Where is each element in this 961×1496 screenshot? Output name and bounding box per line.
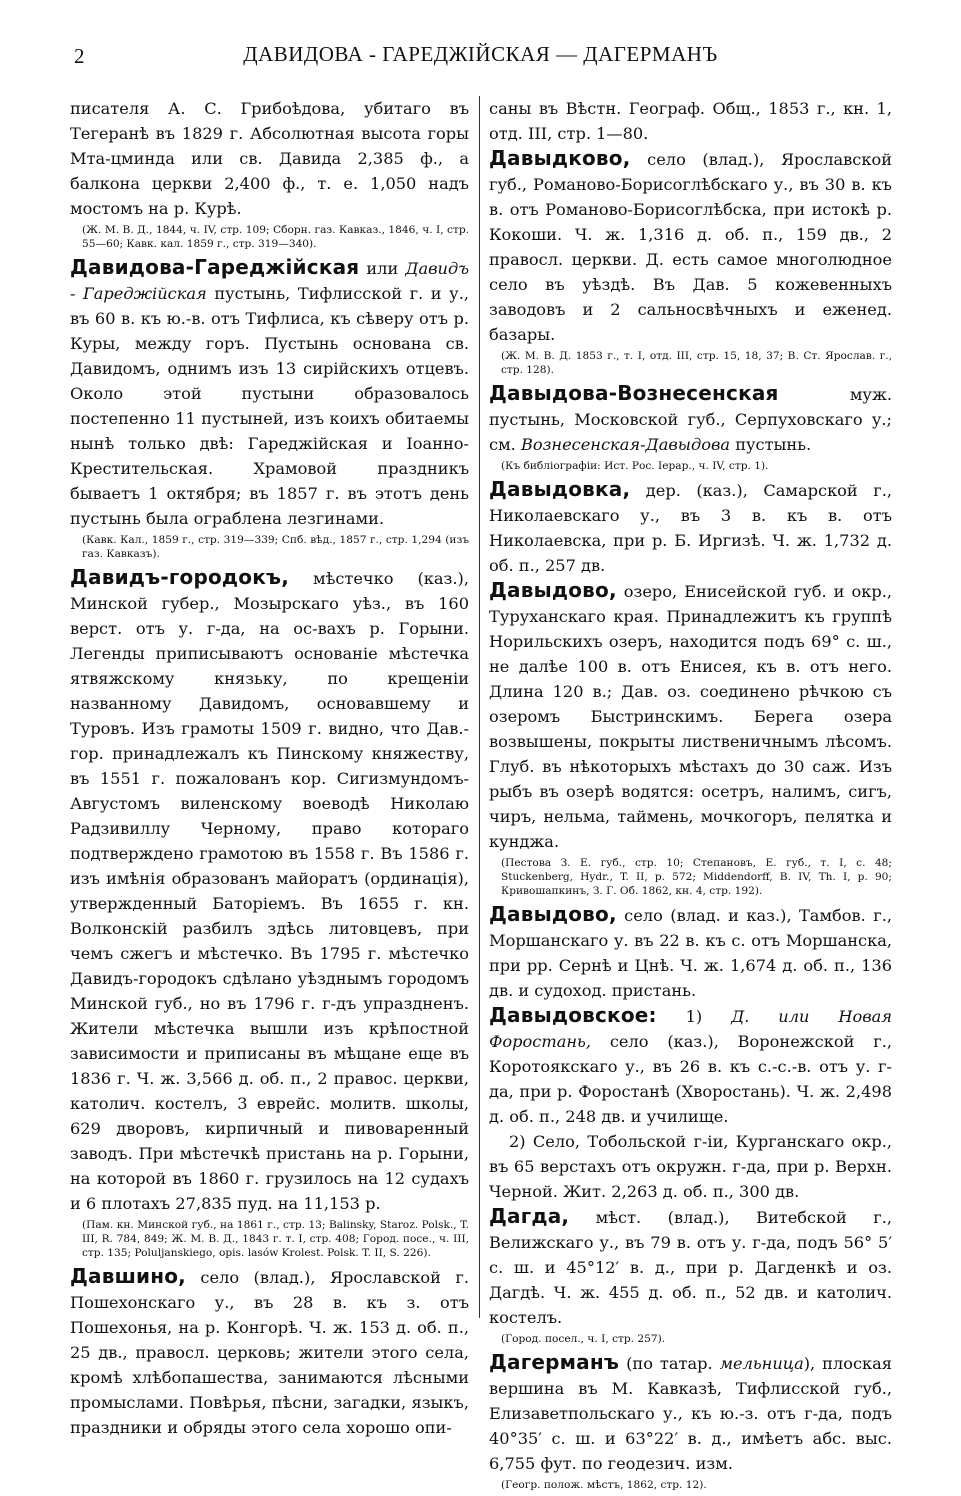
headword: Давыдова-Вознесенская <box>489 381 779 405</box>
entry-text: мѣст. (влад.), Витебской г., Велижскаго у., въ 79 в. отъ у. г-да, подъ 56° 5′ с. ш. и 45°12′ в. д., при р. Дагденкѣ и оз. Дагдѣ. Ч. ж. 455 д. об. п., 52 дв. и католич. костелъ. <box>489 1208 892 1327</box>
source-note: (Геогр. полож. мѣстъ, 1862, стр. 12). <box>501 1479 707 1491</box>
entry-text: село (влад.), Ярославской г. Пошехонскаго у., въ 28 в. къ з. отъ Пошехонья, на р. Конгорѣ. Ч. ж. 153 д. об. п., 25 дв., правосл. церковь; жители этого села, кромѣ хлѣбопашества, занимаются лѣсными промыслами. Повѣрья, пѣсни, загадки, языкъ, праздники и обряды этого села хорошо опи- <box>70 1268 469 1437</box>
headword: Давыдовское: <box>489 1003 657 1027</box>
headword: Давшино, <box>70 1264 186 1288</box>
italic-term: мельница <box>719 1354 804 1373</box>
italic-term: Вознесенская-Давыдова <box>520 435 731 454</box>
entry-davydovka <box>489 477 892 578</box>
page-number: 2 <box>74 44 85 68</box>
entry-dagda <box>489 1204 892 1346</box>
entry-text: или <box>359 259 406 278</box>
right-column <box>489 96 892 1496</box>
continuation-text: писателя А. С. Грибоѣдова, убитаго въ Тегеранѣ въ 1829 г. Абсолютная высота горы Мта-цминда или св. Давида 2,385 ф., а балкона церкви 2,400 ф., т. е. 1,050 надъ мостомъ на р. Курѣ. <box>70 99 469 218</box>
headword: Давидова-Гареджійская <box>70 255 360 279</box>
column-divider <box>479 96 480 1318</box>
sub-entry: 2) Село, Тобольской г-іи, Курганскаго окр., въ 65 верстахъ отъ окружн. г-да, при р. Верхн. Черной. Жит. 2,263 д. об. п., 300 дв. <box>489 1132 892 1201</box>
page-header <box>0 40 961 80</box>
entry-text: муж. пустынь, Московской губ., Серпуховскаго у.; см. <box>489 385 892 454</box>
headword: Давидъ-городокъ, <box>70 565 290 589</box>
entry-davidgorodok <box>70 565 469 1260</box>
continuation-text: саны въ Вѣстн. Географ. Общ., 1853 г., кн. 1, отд. III, стр. 1—80. <box>489 99 892 143</box>
source-note: (Пестова З. Е. губ., стр. 10; Степановъ, Е. губ., т. I, с. 48; Stuckenberg, Hydr., T. II, p. 572; Middendorff, B. IV, Th. I, p. 90; Кривошапкинъ, З. Г. Об. 1862, кн. 4, стр. 192). <box>501 857 892 897</box>
left-column <box>70 96 469 1440</box>
entry-davydkovo <box>489 146 892 377</box>
headword: Давыдовка, <box>489 477 631 501</box>
entry-davydovo-lake <box>489 578 892 898</box>
entry-davydovo-village <box>489 902 892 1003</box>
italic-term: Д. или Новая Форостань, <box>489 1007 892 1051</box>
source-note: (Пам. кн. Минской губ., на 1861 г., стр. 13; Balinsky, Staroz. Polsk., T. III, R. 784, 849; Ж. М. В. Д., 1843 г. т. I, стр. 408; Город. посе., ч. III, стр. 135; Poluljanskiego, opis. lasów Krolest. Polsk. T. II, S. 226). <box>82 1219 469 1259</box>
entry-davidova-garedzhiyskaya <box>70 255 469 561</box>
entry-text: пустынь. <box>730 435 812 454</box>
italic-term: Давидъ - Гареджійская <box>70 259 469 303</box>
headword: Давыдово, <box>489 578 617 602</box>
entry-text: (по татар. <box>619 1354 720 1373</box>
headword: Давыдково, <box>489 146 631 170</box>
entry-dagerman <box>489 1350 892 1492</box>
source-note: (Город. посел., ч. I, стр. 257). <box>501 1333 666 1345</box>
source-note: (Кавк. Кал., 1859 г., стр. 319—339; Спб. вѣд., 1857 г., стр. 1,294 (изъ газ. Кавказъ). <box>82 534 469 560</box>
entry-davshino <box>70 1264 469 1440</box>
source-note: (Ж. М. В. Д., 1844, ч. IV, стр. 109; Сборн. газ. Кавказ., 1846, ч. I, стр. 55—60; Кавк. кал. 1859 г., стр. 319—340). <box>82 224 469 250</box>
entry-text: село (влад. и каз.), Тамбов. г., Моршанскаго у. въ 22 в. къ с. отъ Моршанска, при рр. Сернѣ и Цнѣ. Ч. ж. 1,674 д. об. п., 136 дв. и судоход. пристань. <box>489 906 892 1000</box>
entry-text: село (каз.), Воронежской г., Коротоякскаго у., въ 26 в. къ с.-с.-в. отъ у. г-да, при р. Форостанѣ (Хворостань). Ч. ж. 2,498 д. об. п., 248 дв. и училище. <box>489 1032 892 1126</box>
source-note: (Къ библіографіи: Ист. Рос. Іерар., ч. IV, стр. 1). <box>501 460 769 472</box>
running-title: ДАВИДОВА - ГАРЕДЖІЙСКАЯ — ДАГЕРМАНЪ <box>243 42 718 66</box>
entry-text: мѣстечко (каз.), Минской губер., Мозырскаго уѣз., въ 160 верст. отъ у. г-да, на ос-вахъ р. Горыни. Легенды приписываютъ основаніе мѣстечка ятвяжскому князьку, по крещеніи названному Давидомъ, основавшему и Туровъ. Изъ грамоты 1509 г. видно, что Дав.-гор. принадлежалъ къ Пинскому княжеству, въ 1551 г. пожалованъ кор. Сигизмундомъ-Августомъ виленскому воеводѣ Николаю Радзивиллу Черному, право котораго подтверждено грамотою въ 1558 г. Въ 1586 г. изъ имѣнія образованъ майоратъ (ординація), утвержденный Баторіемъ. Въ 1655 г. кн. Волконскій разбилъ здѣсь литовцевъ, при чемъ сжегъ и мѣстечко. Въ 1795 г. мѣстечко Давидъ-городокъ сдѣлано уѣзднымъ городомъ Минской губ., но въ 1796 г. г-дъ упраздненъ. Жители мѣстечка вышли изъ крѣпостной зависимости и приписаны въ мѣщане еще въ 1836 г. Ч. ж. 3,566 д. об. п., 2 правос. церкви, католич. костелъ, 3 еврейс. молитв. школы, 629 дворовъ, кирпичный и пивоваренный заводъ. При мѣстечкѣ пристань на р. Горыни, на которой въ 1860 г. грузилось на 12 судахъ и 6 плотахъ 27,835 пуд. на 11,153 р. <box>70 569 469 1213</box>
entry-text: дер. (каз.), Самарской г., Николаевскаго у., въ 3 в. къ в. отъ Николаевска, при р. Б. Иргизѣ. Ч. ж. 1,732 д. об. п., 257 дв. <box>489 481 892 575</box>
entry-text: пустынь, Тифлисской г. и у., въ 60 в. къ ю.-в. отъ Тифлиса, къ сѣверу отъ р. Куры, между горъ. Пустынь основана св. Давидомъ, однимъ изъ 13 сирійскихъ отцевъ. Около этой пустыни образовалось постепенно 11 пустыней, изъ коихъ обитаемы нынѣ только двѣ: Гареджійская и Іоанно-Крестительская. Храмовой праздникъ бываетъ 1 октября; въ 1857 г. въ этотъ день пустынь была ограблена лезгинами. <box>70 284 469 528</box>
headword: Дагерманъ <box>489 1350 620 1374</box>
entry-text: 1) <box>656 1007 732 1026</box>
entry-text: озеро, Енисейской губ. и окр., Туруханскаго края. Принадлежитъ къ группѣ Норильскихъ озеръ, находится подъ 69° с. ш., не далѣе 100 в. отъ Енисея, къ в. отъ него. Длина 120 в.; Дав. оз. соединено рѣчкою съ озеромъ Быстринскимъ. Берега озера возвышены, покрыты лиственичнымъ лѣсомъ. Глуб. въ нѣкоторыхъ мѣстахъ до 30 саж. Изъ рыбъ въ озерѣ водятся: осетръ, налимъ, сигъ, чиръ, нельма, таймень, мочкогоръ, пелятка и кунджа. <box>489 582 892 851</box>
entry-text: село (влад.), Ярославской губ., Романово-Борисоглѣбскаго у., въ 30 в. къ в. отъ Романово-Борисоглѣбска, при истокѣ р. Кокоши. Ч. ж. 1,316 д. об. п., 159 дв., 2 правосл. церкви. Д. есть самое многолюдное село въ уѣздѣ. Въ Дав. 5 кожевенныхъ заводовъ и 2 сальносвѣчныхъ и еженед. базары. <box>489 150 892 344</box>
headword: Давыдово, <box>489 902 617 926</box>
entry-davydovskoe <box>489 1003 892 1204</box>
entry-text: ), плоская вершина въ М. Кавказѣ, Тифлисской губ., Елизаветпольскаго у., къ ю.-з. отъ г-да, подъ 40°35′ с. ш. и 63°22′ в. д., имѣетъ абс. выс. 6,755 фут. по геодезич. изм. <box>489 1354 892 1473</box>
headword: Дагда, <box>489 1204 570 1228</box>
source-note: (Ж. М. В. Д. 1853 г., т. I, отд. III, стр. 15, 18, 37; В. Ст. Ярослав. г., стр. 128). <box>501 350 892 376</box>
entry-davydova-voznesenskaya <box>489 381 892 473</box>
